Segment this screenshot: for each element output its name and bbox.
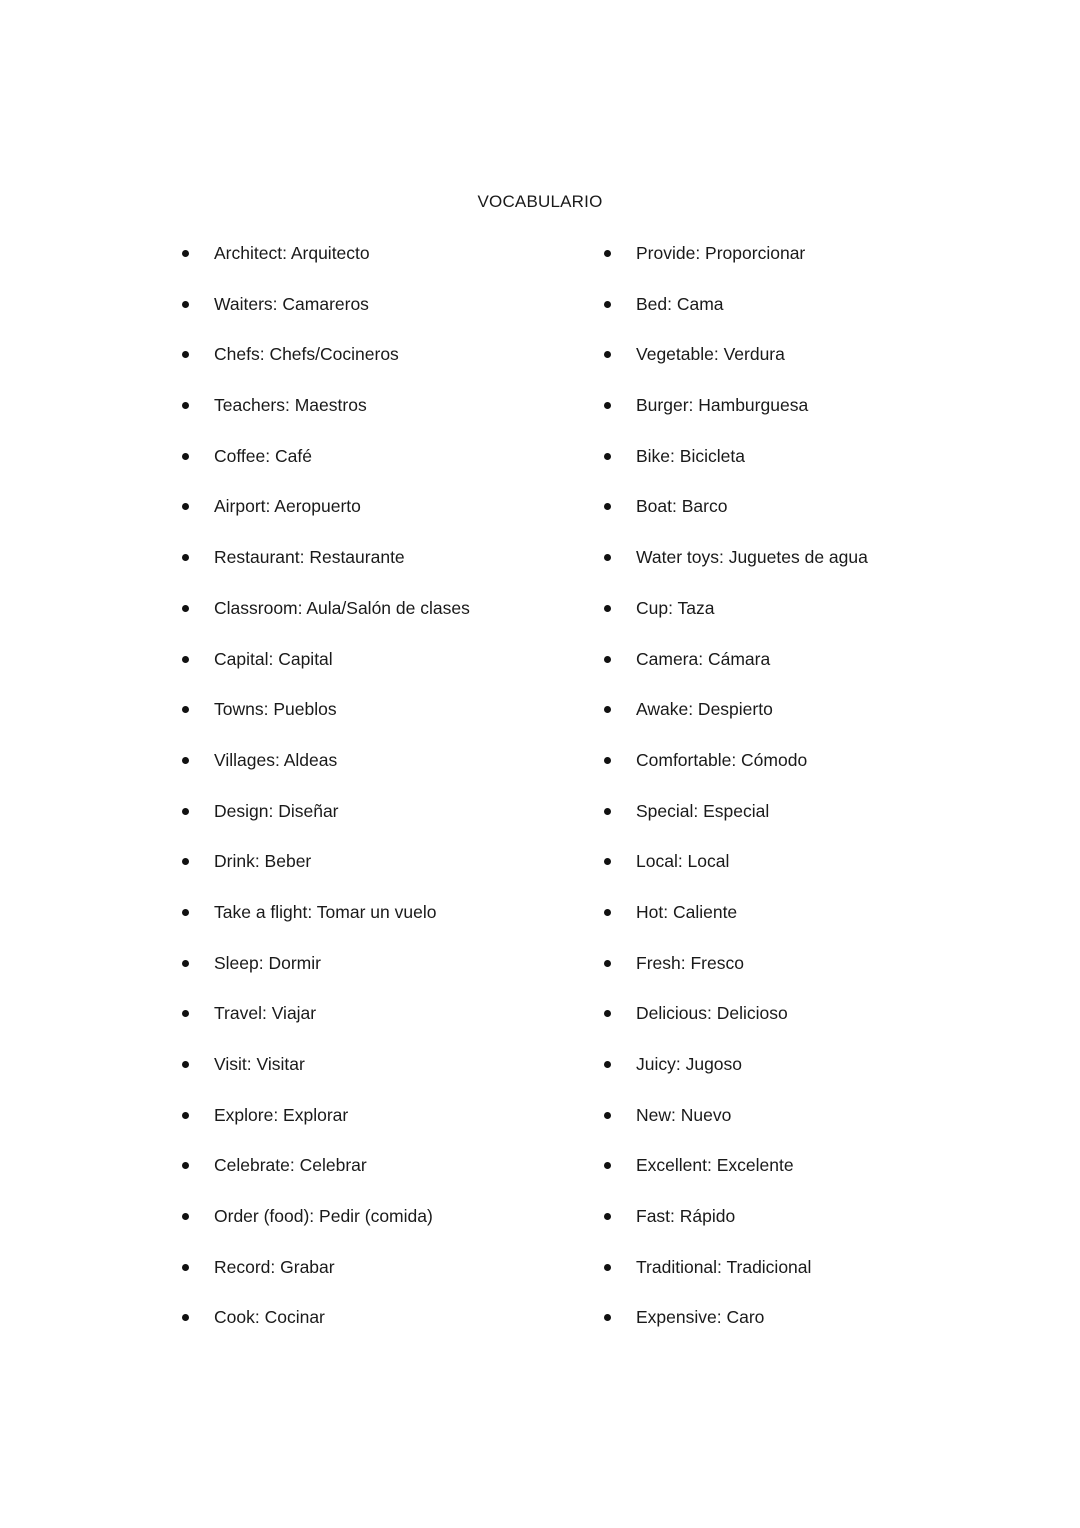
- vocabulary-item: [600, 1152, 1020, 1203]
- bullet-icon: [604, 858, 611, 865]
- bullet-icon: [604, 757, 611, 764]
- bullet-icon: [182, 1264, 189, 1271]
- vocabulary-entry: Water toys: Juguetes de agua: [636, 547, 868, 568]
- bullet-icon: [182, 1112, 189, 1119]
- vocabulary-item: [178, 291, 578, 342]
- vocabulary-item: [600, 747, 1020, 798]
- vocabulary-item: [178, 798, 578, 849]
- bullet-icon: [182, 706, 189, 713]
- vocabulary-item: [600, 848, 1020, 899]
- vocabulary-entry: Explore: Explorar: [214, 1104, 349, 1125]
- vocabulary-entry: Order (food): Pedir (comida): [214, 1206, 433, 1227]
- vocabulary-item: [600, 899, 1020, 950]
- vocabulary-entry: Hot: Caliente: [636, 901, 738, 922]
- vocabulary-entry: Take a flight: Tomar un vuelo: [214, 901, 437, 922]
- vocabulary-item: [178, 1254, 578, 1305]
- bullet-icon: [182, 656, 189, 663]
- bullet-icon: [182, 1010, 189, 1017]
- vocabulary-item: [178, 443, 578, 494]
- bullet-icon: [604, 1264, 611, 1271]
- vocabulary-item: [600, 443, 1020, 494]
- vocabulary-item: [178, 392, 578, 443]
- vocabulary-list-right: [600, 240, 1020, 1355]
- vocabulary-entry: Towns: Pueblos: [214, 699, 337, 720]
- bullet-icon: [182, 1162, 189, 1169]
- vocabulary-entry: Vegetable: Verdura: [636, 344, 785, 365]
- vocabulary-item: [178, 747, 578, 798]
- vocabulary-item: [178, 1102, 578, 1153]
- page-title: VOCABULARIO: [477, 192, 603, 211]
- bullet-icon: [604, 605, 611, 612]
- vocabulary-item: [600, 595, 1020, 646]
- vocabulary-item: [600, 291, 1020, 342]
- vocabulary-entry: Classroom: Aula/Salón de clases: [214, 597, 470, 618]
- bullet-icon: [182, 301, 189, 308]
- vocabulary-entry: Delicious: Delicioso: [636, 1003, 788, 1024]
- vocabulary-entry: Fresh: Fresco: [636, 952, 744, 973]
- vocabulary-entry: Villages: Aldeas: [214, 749, 338, 770]
- bullet-icon: [182, 605, 189, 612]
- bullet-icon: [604, 250, 611, 257]
- bullet-icon: [604, 1112, 611, 1119]
- vocabulary-entry: Awake: Despierto: [636, 699, 773, 720]
- vocabulary-item: [178, 544, 578, 595]
- vocabulary-entry: Expensive: Caro: [636, 1307, 765, 1328]
- bullet-icon: [182, 402, 189, 409]
- vocabulary-entry: Capital: Capital: [214, 648, 333, 669]
- bullet-icon: [604, 554, 611, 561]
- vocabulary-entry: Airport: Aeropuerto: [214, 496, 361, 517]
- vocabulary-entry: Bed: Cama: [636, 293, 724, 314]
- vocabulary-item: [178, 1152, 578, 1203]
- vocabulary-item: [600, 1000, 1020, 1051]
- bullet-icon: [182, 909, 189, 916]
- bullet-icon: [182, 453, 189, 460]
- bullet-icon: [604, 1061, 611, 1068]
- vocabulary-item: [600, 798, 1020, 849]
- vocabulary-entry: Visit: Visitar: [214, 1054, 305, 1074]
- bullet-icon: [604, 1213, 611, 1220]
- bullet-icon: [182, 960, 189, 967]
- vocabulary-item: [178, 1000, 578, 1051]
- vocabulary-entry: Excellent: Excelente: [636, 1155, 794, 1176]
- vocabulary-entry: New: Nuevo: [636, 1104, 732, 1125]
- bullet-icon: [604, 960, 611, 967]
- vocabulary-entry: Celebrate: Celebrar: [214, 1155, 367, 1176]
- vocabulary-entry: Architect: Arquitecto: [214, 243, 370, 263]
- bullet-icon: [604, 503, 611, 510]
- vocabulary-item: [600, 240, 1020, 291]
- vocabulary-item: [600, 341, 1020, 392]
- bullet-icon: [182, 1061, 189, 1068]
- vocabulary-entry: Comfortable: Cómodo: [636, 749, 808, 770]
- vocabulary-list-left: [178, 240, 578, 1355]
- vocabulary-item: [600, 1304, 1020, 1355]
- vocabulary-item: [600, 493, 1020, 544]
- vocabulary-entry: Restaurant: Restaurante: [214, 547, 405, 568]
- bullet-icon: [182, 351, 189, 358]
- vocabulary-entry: Waiters: Camareros: [214, 293, 369, 314]
- vocabulary-item: [600, 1102, 1020, 1153]
- vocabulary-item: [178, 1304, 578, 1355]
- vocabulary-item: [600, 1254, 1020, 1305]
- vocabulary-entry: Design: Diseñar: [214, 800, 339, 821]
- vocabulary-item: [600, 392, 1020, 443]
- bullet-icon: [604, 706, 611, 713]
- vocabulary-entry: Teachers: Maestros: [214, 395, 367, 416]
- vocabulary-entry: Chefs: Chefs/Cocineros: [214, 344, 399, 365]
- vocabulary-entry: Drink: Beber: [214, 851, 312, 872]
- vocabulary-entry: Camera: Cámara: [636, 648, 771, 669]
- vocabulary-item: [178, 696, 578, 747]
- bullet-icon: [604, 301, 611, 308]
- vocabulary-entry: Burger: Hamburguesa: [636, 395, 809, 416]
- vocabulary-entry: Cook: Cocinar: [214, 1307, 325, 1328]
- vocabulary-entry: Fast: Rápido: [636, 1206, 736, 1227]
- vocabulary-item: [178, 646, 578, 697]
- bullet-icon: [182, 808, 189, 815]
- vocabulary-item: [178, 848, 578, 899]
- bullet-icon: [604, 402, 611, 409]
- vocabulary-entry: Special: Especial: [636, 800, 770, 821]
- bullet-icon: [604, 1314, 611, 1321]
- vocabulary-entry: Traditional: Tradicional: [636, 1256, 812, 1277]
- bullet-icon: [604, 453, 611, 460]
- vocabulary-item: [178, 950, 578, 1001]
- vocabulary-entry: Local: Local: [636, 851, 730, 872]
- bullet-icon: [604, 656, 611, 663]
- vocabulary-entry: Juicy: Jugoso: [636, 1054, 743, 1074]
- bullet-icon: [182, 554, 189, 561]
- vocabulary-entry: Cup: Taza: [636, 597, 715, 618]
- vocabulary-item: [178, 1051, 578, 1102]
- bullet-icon: [182, 1314, 189, 1321]
- vocabulary-item: [178, 1203, 578, 1254]
- vocabulary-entry: Boat: Barco: [636, 496, 728, 517]
- vocabulary-entry: Sleep: Dormir: [214, 952, 321, 973]
- vocabulary-item: [178, 595, 578, 646]
- bullet-icon: [604, 1162, 611, 1169]
- vocabulary-entry: Provide: Proporcionar: [636, 243, 806, 263]
- vocabulary-item: [178, 899, 578, 950]
- vocabulary-item: [600, 1203, 1020, 1254]
- bullet-icon: [182, 757, 189, 764]
- vocabulary-item: [600, 950, 1020, 1001]
- bullet-icon: [182, 503, 189, 510]
- vocabulary-item: [600, 1051, 1020, 1102]
- vocabulary-item: [178, 493, 578, 544]
- bullet-icon: [604, 909, 611, 916]
- vocabulary-entry: Bike: Bicicleta: [636, 445, 745, 466]
- bullet-icon: [182, 1213, 189, 1220]
- vocabulary-item: [600, 646, 1020, 697]
- vocabulary-item: [600, 544, 1020, 595]
- vocabulary-item: [178, 341, 578, 392]
- vocabulary-entry: Coffee: Café: [214, 445, 312, 466]
- vocabulary-entry: Record: Grabar: [214, 1256, 335, 1277]
- vocabulary-entry: Travel: Viajar: [214, 1003, 317, 1024]
- bullet-icon: [604, 1010, 611, 1017]
- bullet-icon: [182, 858, 189, 865]
- bullet-icon: [604, 351, 611, 358]
- vocabulary-item: [600, 696, 1020, 747]
- bullet-icon: [182, 250, 189, 257]
- vocabulary-item: [178, 240, 578, 291]
- bullet-icon: [604, 808, 611, 815]
